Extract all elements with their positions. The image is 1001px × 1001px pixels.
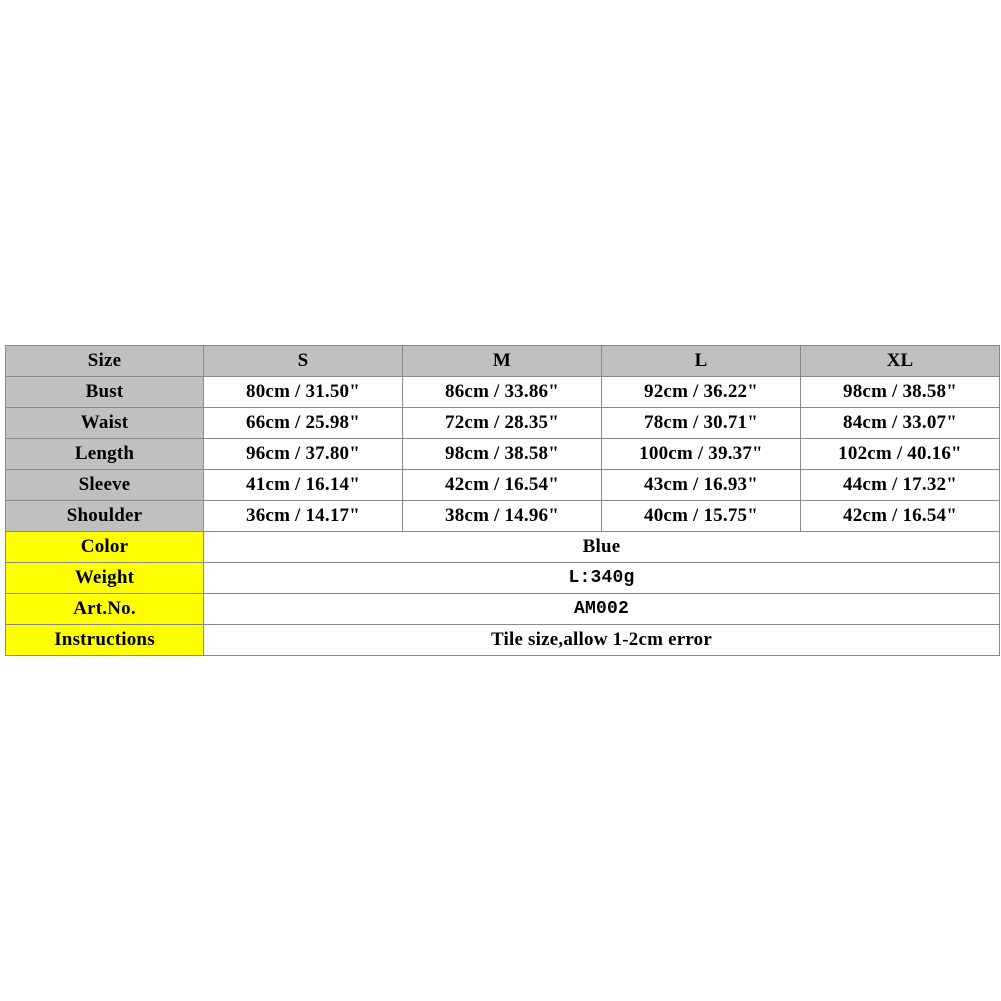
waist-s-value: 66cm / 25.98" <box>204 408 403 439</box>
table-row-bust <box>6 377 1000 408</box>
info-row-color <box>6 532 1000 563</box>
bust-m-value: 86cm / 33.86" <box>403 377 602 408</box>
weight-value: L:340g <box>204 563 1000 594</box>
bust-s-value: 80cm / 31.50" <box>204 377 403 408</box>
info-row-art-no <box>6 594 1000 625</box>
shoulder-m-value: 38cm / 14.96" <box>403 501 602 532</box>
weight-label: Weight <box>6 563 204 594</box>
row-label-bust: Bust <box>6 377 204 408</box>
bust-l-value: 92cm / 36.22" <box>602 377 801 408</box>
size-header-m: M <box>403 346 602 377</box>
sleeve-l-value: 43cm / 16.93" <box>602 470 801 501</box>
bust-xl-value: 98cm / 38.58" <box>801 377 1000 408</box>
shoulder-s-value: 36cm / 14.17" <box>204 501 403 532</box>
shoulder-xl-value: 42cm / 16.54" <box>801 501 1000 532</box>
instructions-label: Instructions <box>6 625 204 656</box>
table-row-length <box>6 439 1000 470</box>
table-row-shoulder <box>6 501 1000 532</box>
length-s-value: 96cm / 37.80" <box>204 439 403 470</box>
shoulder-l-value: 40cm / 15.75" <box>602 501 801 532</box>
table-row-waist <box>6 408 1000 439</box>
size-header-s: S <box>204 346 403 377</box>
sleeve-s-value: 41cm / 16.14" <box>204 470 403 501</box>
row-label-length: Length <box>6 439 204 470</box>
row-label-shoulder: Shoulder <box>6 501 204 532</box>
info-row-weight <box>6 563 1000 594</box>
table-row-sleeve <box>6 470 1000 501</box>
sleeve-xl-value: 44cm / 17.32" <box>801 470 1000 501</box>
length-m-value: 98cm / 38.58" <box>403 439 602 470</box>
row-label-sleeve: Sleeve <box>6 470 204 501</box>
art-no-value: AM002 <box>204 594 1000 625</box>
length-l-value: 100cm / 39.37" <box>602 439 801 470</box>
size-chart-table <box>5 345 1000 656</box>
size-header-label: Size <box>6 346 204 377</box>
size-header-l: L <box>602 346 801 377</box>
waist-m-value: 72cm / 28.35" <box>403 408 602 439</box>
color-value: Blue <box>204 532 1000 563</box>
info-row-instructions <box>6 625 1000 656</box>
art-no-label: Art.No. <box>6 594 204 625</box>
size-header-xl: XL <box>801 346 1000 377</box>
sleeve-m-value: 42cm / 16.54" <box>403 470 602 501</box>
instructions-value: Tile size,allow 1-2cm error <box>204 625 1000 656</box>
length-xl-value: 102cm / 40.16" <box>801 439 1000 470</box>
waist-xl-value: 84cm / 33.07" <box>801 408 1000 439</box>
row-label-waist: Waist <box>6 408 204 439</box>
color-label: Color <box>6 532 204 563</box>
waist-l-value: 78cm / 30.71" <box>602 408 801 439</box>
size-header-row <box>6 346 1000 377</box>
